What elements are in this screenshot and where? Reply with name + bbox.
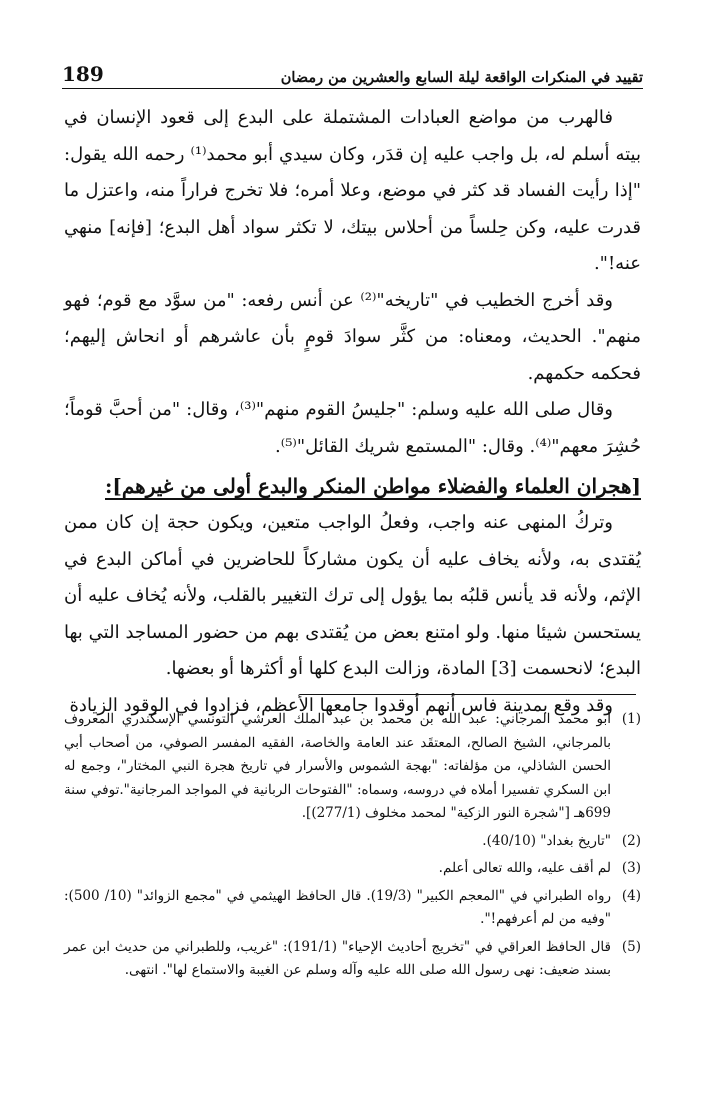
- footnote-number: (3): [621, 860, 641, 876]
- footnote-text: قال الحافظ العراقي في "تخريج أحاديث الإحياء" (191/1): "غريب، وللطبراني من حديث ابن عمر بسند ضعيف: نهى رسول الله صلى الله عليه وآله وسلم عن الغيبة والاستماع لها". انتهى.: [64, 938, 611, 978]
- footnote-text: أبو محمد المرجاني: عبد الله بن محمد بن عبد الملك العرشي التونسي الإسكندري المعروف بالمرجاني، الشيخ الصالح، المعتقَد عند العامة والخاصة، الفقيه المفسر الصوفي، من أصحاب أبي الحسن الشاذلي، من مؤلفاته: "بهجة الشموس والأسرار في تاريخ هجرة النبي المختار"، وجمع له ابن السكري تفسيرا أملاه في دروسه، وسماه: "الفتوحات الربانية في المواجد المرجانية".توفي سنة 699هـ ["شجرة النور الزكية" لمحمد مخلوف (277/1)].: [64, 711, 611, 821]
- footnote-text: "تاريخ بغداد" (40/10).: [482, 832, 611, 849]
- footnote-separator: [300, 694, 636, 695]
- footnote-number: (4): [621, 887, 641, 904]
- footnote-number: (5): [621, 938, 641, 955]
- running-title: تقييد في المنكرات الواقعة ليلة السابع والعشرين من رمضان: [280, 69, 643, 86]
- footnote-number: (2): [621, 832, 641, 849]
- main-text: [64, 100, 641, 724]
- page-number: 189: [62, 62, 104, 86]
- paragraph-4: وتركُ المنهى عنه واجب، وفعلُ الواجب متعين، ويكون حجة إن كان ممن يُقتدى به، ولأنه يخاف عليه أن يكون مشاركاً للحاضرين في أماكن البدع في الإثم، ولأنه قد يأنس قلبُه بما يؤول إلى ترك التغيير بالقلب، ولأنه يُخاف عليه أن يستحسن شيئا منها. ولو امتنع بعض من يُقتدى بهم من حضور المساجد التي بها البدع؛ لانحسمت [3] المادة، وزالت البدع كلها أو أكثرها أو بعضها.: [64, 512, 641, 679]
- paragraph-2: وقد أخرج الخطيب في "تاريخه"⁽²⁾ عن أنس رفعه: "من سوَّد مع قوم؛ فهو منهم". الحديث، ومعناه: من كثَّر سوادَ قومٍ بأن عاشرهم أو انحاش إليهم؛ فحكمه حكمهم.: [64, 289, 641, 384]
- footnote: [64, 830, 641, 854]
- footnote: [64, 708, 641, 826]
- footnote-number: (1): [621, 711, 641, 727]
- footnote-text: لم أقف عليه، والله تعالى أعلم.: [438, 860, 611, 876]
- page-header: [62, 58, 643, 86]
- paragraph-3: وقال صلى الله عليه وسلم: "جليسُ القوم منهم"⁽³⁾، وقال: "من أحبَّ قوماً؛ حُشِرَ معهم"⁽⁴⁾. وقال: "المستمع شريك القائل"⁽⁵⁾.: [64, 399, 641, 457]
- paragraph-5: وقد وقع بمدينة فاس أنهم أوقدوا جامعها الأعظم، فزادوا في الوقود الزيادة: [69, 694, 613, 716]
- footnote: [64, 857, 641, 881]
- header-rule: [62, 88, 643, 89]
- footnote: [64, 885, 641, 932]
- paragraph-1: فالهرب من مواضع العبادات المشتملة على البدع إلى قعود الإنسان في بيته أسلم له، بل واجب عليه إن قدَر، وكان سيدي أبو محمد⁽¹⁾ رحمه الله يقول: "إذا رأيت الفساد قد كثر في موضع، وعلا أمره؛ فلا تخرج فراراً منه، واعتزل ما قدرت عليه، وكن حِلساً من أحلاس بيتك، لا تكثر سواد أهل البدع؛ [فإنه] منهي عنه!".: [64, 107, 641, 274]
- footnote: [64, 936, 641, 983]
- section-heading: [هجران العلماء والفضلاء مواطن المنكر والبدع أولى من غيرهم]:: [105, 474, 641, 498]
- footnote-text: رواه الطبراني في "المعجم الكبير" (19/3). قال الحافظ الهيثمي في "مجمع الزوائد" (10/ 500): "وفيه من لم أعرفهم!".: [64, 887, 611, 927]
- footnotes: [64, 708, 641, 987]
